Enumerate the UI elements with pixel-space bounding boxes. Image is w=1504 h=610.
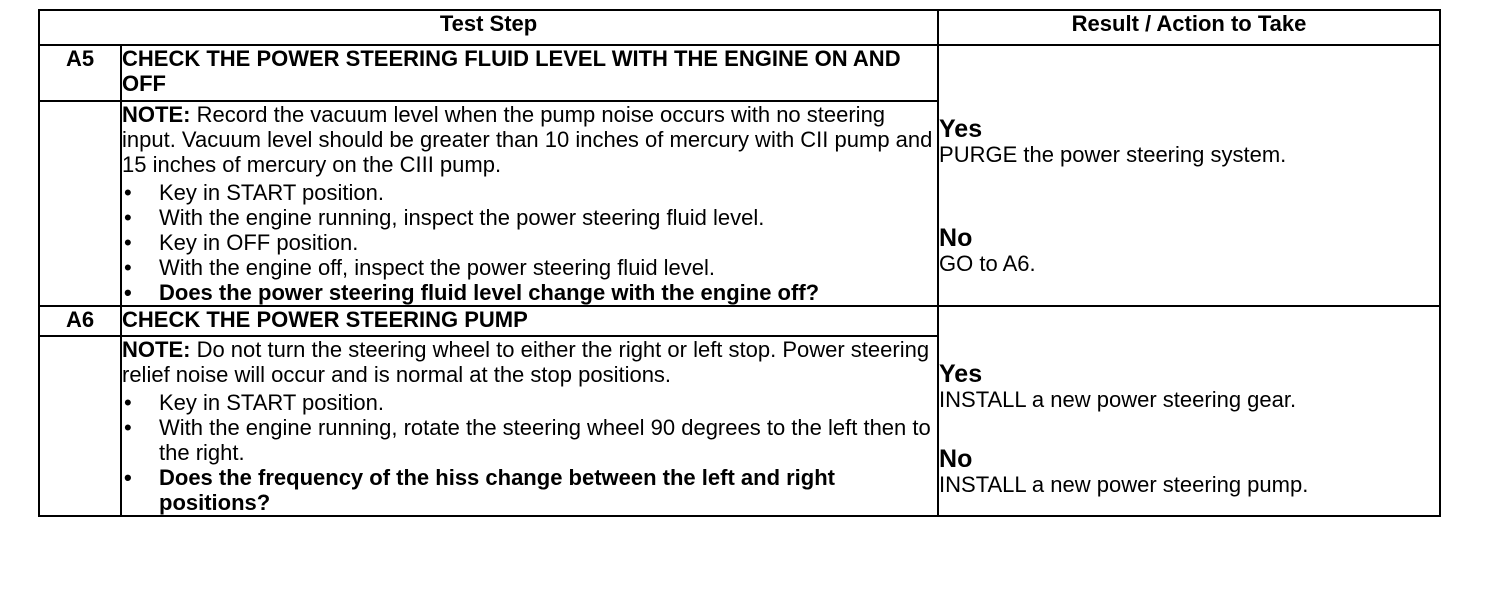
list-item: • Key in START position. bbox=[124, 180, 384, 205]
step-id-spacer bbox=[39, 101, 121, 306]
header-result: Result / Action to Take bbox=[938, 10, 1440, 45]
step-bullet-list bbox=[122, 390, 937, 515]
result-no-label: No bbox=[939, 224, 973, 252]
bullet-icon: • bbox=[124, 205, 132, 230]
step-body bbox=[121, 336, 938, 516]
step-body bbox=[121, 101, 938, 306]
step-question: • Does the frequency of the hiss change between the left and right positions? bbox=[124, 465, 835, 515]
bullet-icon: • bbox=[124, 465, 132, 490]
bullet-icon: • bbox=[124, 280, 132, 305]
list-item: • Key in START position. bbox=[124, 390, 384, 415]
list-item: • Key in OFF position. bbox=[124, 230, 359, 255]
note-text: Do not turn the steering wheel to either the right or left stop. Power steering relief noise will occur and is normal at the stop positions. bbox=[122, 337, 930, 387]
list-item: • With the engine off, inspect the power steering fluid level. bbox=[124, 255, 716, 280]
step-bullet-list bbox=[122, 180, 937, 305]
step-title: CHECK THE POWER STEERING PUMP bbox=[121, 306, 938, 336]
list-item: • With the engine running, inspect the power steering fluid level. bbox=[124, 205, 765, 230]
result-no-action: INSTALL a new power steering pump. bbox=[939, 472, 1309, 497]
step-id-spacer bbox=[39, 336, 121, 516]
diagnostic-table bbox=[38, 9, 1441, 517]
step-id: A5 bbox=[39, 45, 121, 101]
bullet-icon: • bbox=[124, 390, 132, 415]
list-item: • With the engine running, rotate the steering wheel 90 degrees to the left then to the right. bbox=[124, 415, 931, 465]
step-a5-title-row bbox=[39, 45, 1440, 101]
result-no-label: No bbox=[939, 445, 973, 473]
result-yes-label: Yes bbox=[939, 360, 983, 388]
result-yes-action: PURGE the power steering system. bbox=[939, 142, 1287, 167]
bullet-icon: • bbox=[124, 230, 132, 255]
step-question: • Does the power steering fluid level change with the engine off? bbox=[124, 280, 820, 305]
step-note bbox=[122, 337, 937, 387]
header-test-step: Test Step bbox=[39, 10, 938, 45]
bullet-icon: • bbox=[124, 255, 132, 280]
bullet-icon: • bbox=[124, 415, 132, 440]
step-result-cell bbox=[938, 45, 1440, 306]
step-result-cell bbox=[938, 306, 1440, 516]
result-yes-action: INSTALL a new power steering gear. bbox=[939, 387, 1297, 412]
result-yes-label: Yes bbox=[939, 115, 983, 143]
bullet-icon: • bbox=[124, 180, 132, 205]
note-label: NOTE: bbox=[122, 337, 191, 362]
note-text: Record the vacuum level when the pump noise occurs with no steering input. Vacuum level should be greater than 10 inches of mercury with CII pump and 15 inches of mercury on the CIII pump. bbox=[122, 102, 933, 177]
step-title: CHECK THE POWER STEERING FLUID LEVEL WITH THE ENGINE ON AND OFF bbox=[121, 45, 938, 101]
result-no-action: GO to A6. bbox=[939, 251, 1036, 276]
note-label: NOTE: bbox=[122, 102, 191, 127]
step-note bbox=[122, 102, 937, 177]
step-id: A6 bbox=[39, 306, 121, 336]
header-row bbox=[39, 10, 1440, 45]
step-a6-title-row bbox=[39, 306, 1440, 336]
